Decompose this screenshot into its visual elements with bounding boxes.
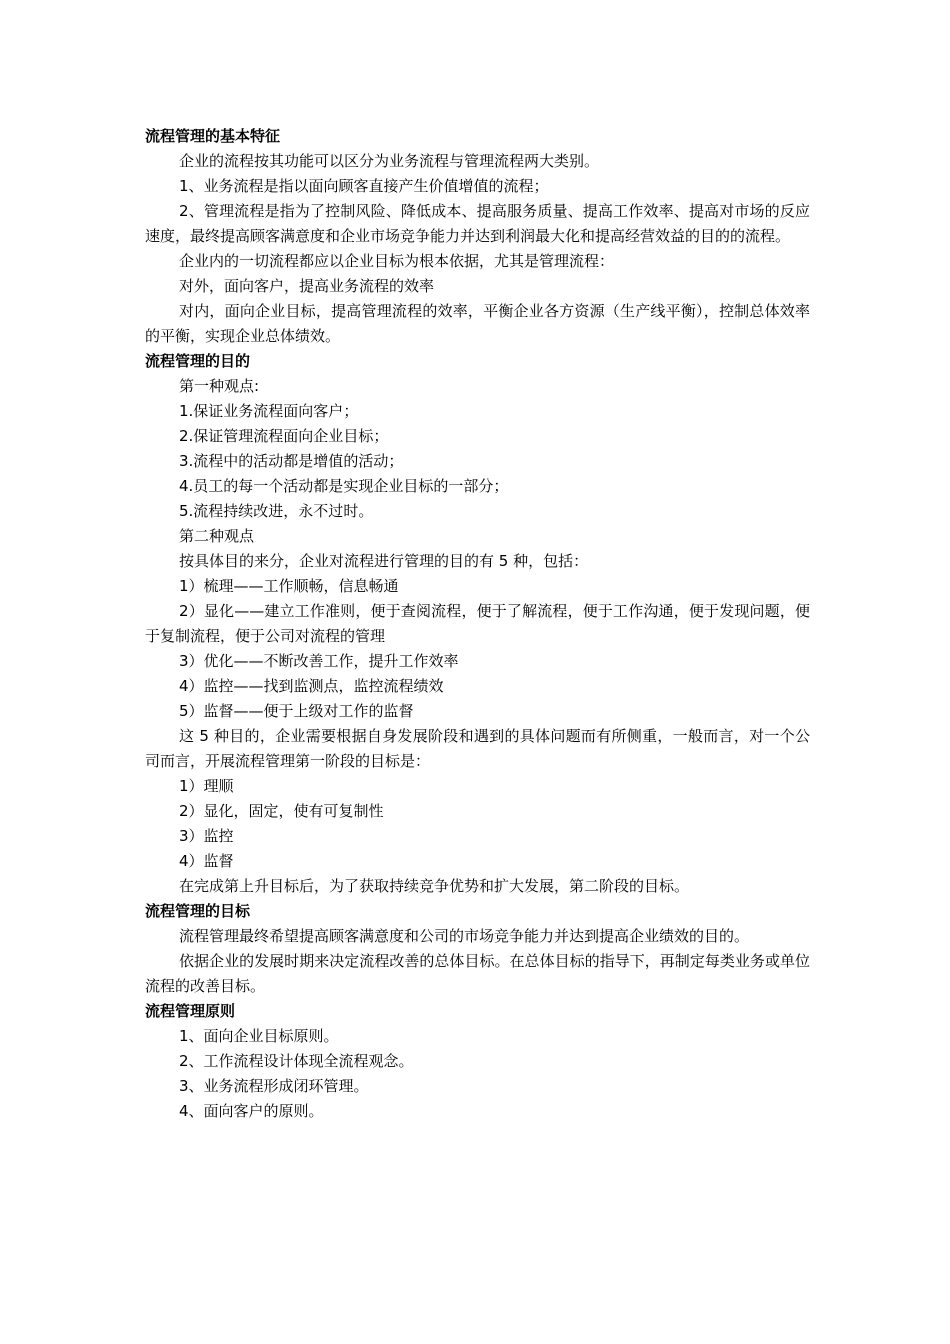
section-heading: 流程管理的基本特征 (145, 127, 281, 145)
paragraph: 企业内的一切流程都应以企业目标为根本依据，尤其是管理流程： (179, 252, 615, 270)
section-heading: 流程管理原则 (145, 1002, 236, 1020)
list-item: 3.流程中的活动都是增值的活动； (179, 452, 404, 470)
paragraph: 流程管理最终希望提高顾客满意度和公司的市场竞争能力并达到提高企业绩效的目的。 (179, 927, 750, 945)
list-item: 2）显化，固定，使有可复制性 (179, 802, 384, 820)
list-item: 1）梳理——工作顺畅，信息畅通 (179, 577, 399, 595)
paragraph: 第二种观点 (179, 527, 255, 545)
paragraph: 对外，面向客户，提高业务流程的效率 (179, 277, 435, 295)
paragraph: 这 5 种目的，企业需要根据自身发展阶段和遇到的具体问题而有所侧重，一般而言，对一个公司而言，开展流程管理第一阶段的目标是： (145, 727, 810, 770)
list-item: 3）监控 (179, 827, 234, 845)
paragraph: 企业的流程按其功能可以区分为业务流程与管理流程两大类别。 (179, 152, 600, 170)
section-basic-features (145, 124, 810, 349)
paragraph: 1、业务流程是指以面向顾客直接产生价值增值的流程； (179, 177, 549, 195)
section-heading: 流程管理的目标 (145, 902, 251, 920)
paragraph: 第一种观点: (179, 377, 260, 395)
list-item: 3）优化——不断改善工作，提升工作效率 (179, 652, 459, 670)
list-item: 4）监控——找到监测点，监控流程绩效 (179, 677, 444, 695)
list-item: 5）监督——便于上级对工作的监督 (179, 702, 414, 720)
section-principles (145, 999, 810, 1124)
list-item: 4.员工的每一个活动都是实现企业目标的一部分； (179, 477, 509, 495)
paragraph: 依据企业的发展时期来决定流程改善的总体目标。在总体目标的指导下，再制定每类业务或单位流程的改善目标。 (145, 952, 810, 995)
list-item: 2、工作流程设计体现全流程观念。 (179, 1052, 414, 1070)
list-item: 4）监督 (179, 852, 234, 870)
list-item: 2）显化——建立工作准则，便于查阅流程，便于了解流程，便于工作沟通，便于发现问题，便于复制流程，便于公司对流程的管理 (145, 602, 810, 645)
paragraph: 按具体目的来分，企业对流程进行管理的目的有 5 种，包括： (179, 552, 589, 570)
list-item: 1.保证业务流程面向客户； (179, 402, 359, 420)
list-item: 5.流程持续改进，永不过时。 (179, 502, 374, 520)
section-heading: 流程管理的目的 (145, 352, 251, 370)
section-goals (145, 899, 810, 999)
paragraph: 对内，面向企业目标，提高管理流程的效率，平衡企业各方资源（生产线平衡），控制总体效率的平衡，实现企业总体绩效。 (145, 302, 810, 345)
paragraph: 2、管理流程是指为了控制风险、降低成本、提高服务质量、提高工作效率、提高对市场的反应速度，最终提高顾客满意度和企业市场竞争能力并达到利润最大化和提高经营效益的目的的流程。 (145, 202, 810, 245)
list-item: 2.保证管理流程面向企业目标； (179, 427, 389, 445)
paragraph: 在完成第上升目标后，为了获取持续竞争优势和扩大发展，第二阶段的目标。 (179, 877, 690, 895)
document-page (145, 124, 810, 1124)
section-purpose (145, 349, 810, 899)
list-item: 1）理顺 (179, 777, 234, 795)
list-item: 4、面向客户的原则。 (179, 1102, 324, 1120)
list-item: 3、业务流程形成闭环管理。 (179, 1077, 369, 1095)
list-item: 1、面向企业目标原则。 (179, 1027, 339, 1045)
